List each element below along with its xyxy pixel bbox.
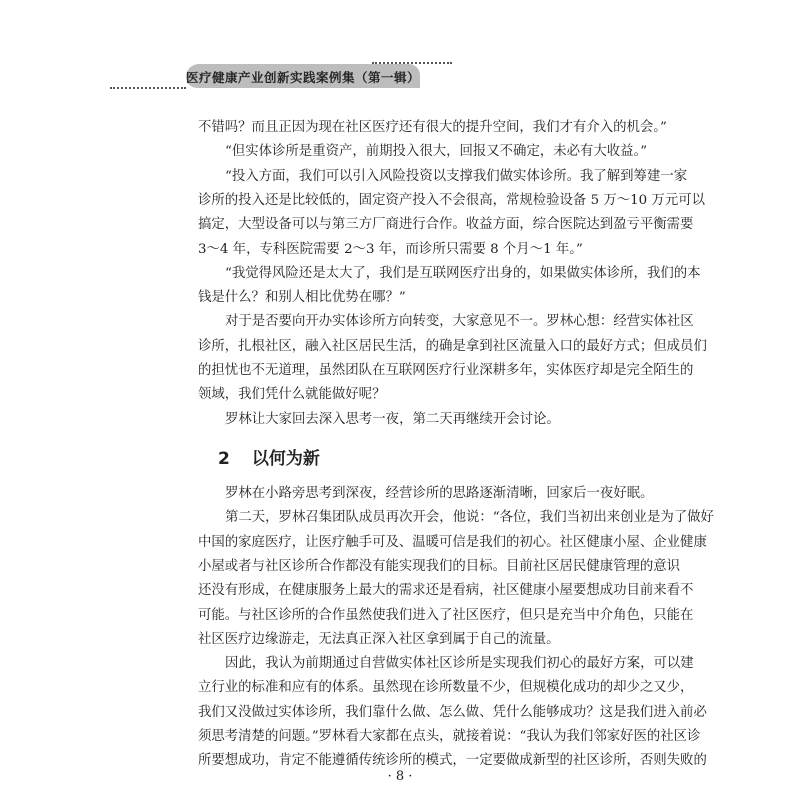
running-header-tab (186, 64, 420, 88)
text-line: 立行业的标准和应有的体系。虽然现在诊所数量不少，但规模化成功的却少之又少， (198, 680, 694, 696)
text-line: 中国的家庭医疗，让医疗触手可及、温暖可信是我们的初心。社区健康小屋、企业健康 (198, 534, 707, 550)
text-line: 诊所的投入还是比较低的，固定资产投入不会很高，常规检验设备 5 万～10 万元可以 (198, 192, 705, 208)
text-line: 钱是什么？和别人相比优势在哪？” (198, 290, 406, 306)
text-line: 须思考清楚的问题。”罗林看大家都在点头，就接着说：“我认为我们邻家好医的社区诊 (198, 729, 701, 744)
text-line: 第二天，罗林召集团队成员再次开会，他说：“各位，我们当初出来创业是为了做好 (225, 510, 714, 526)
text-line: 罗林在小路旁思考到深夜，经营诊所的思路逐渐清晰，回家后一夜好眠。 (225, 486, 654, 501)
text-line: 因此，我认为前期通过自营做实体社区诊所是实现我们初心的最好方案，可以建 (225, 656, 694, 672)
text-line: 还没有形成，在健康服务上最大的需求还是看病，社区健康小屋要想成功目前来看不 (198, 583, 694, 599)
header-dotted-line-left (110, 87, 186, 89)
section-title: 以何为新 (251, 449, 320, 469)
text-line: 社区医疗边缘游走，无法真正深入社区拿到属于自己的流量。 (198, 631, 560, 647)
text-line: 罗林让大家回去深入思考一夜，第二天再继续开会讨论。 (225, 411, 560, 427)
text-line: 搞定，大型设备可以与第三方厂商进行合作。收益方面，综合医院达到盈亏平衡需要 (198, 217, 694, 233)
text-line: 的担忧也不无道理，虽然团队在互联网医疗行业深耕多年，实体医疗却是完全陌生的 (198, 363, 694, 378)
section-heading (218, 444, 320, 469)
section-number: 2 (218, 449, 230, 469)
text-line: 对于是否要向开办实体诊所方向转变，大家意见不一。罗林心想：经营实体社区 (225, 314, 694, 330)
text-line: 可能。与社区诊所的合作虽然使我们进入了社区医疗，但只是充当中介角色，只能在 (198, 607, 694, 623)
text-line: 领域，我们凭什么就能做好呢？ (198, 387, 386, 403)
running-header-title: 医疗健康产业创新实践案例集（第一辑） (186, 70, 421, 85)
text-line: 所要想成功，肯定不能遵循传统诊所的模式，一定要做成新型的社区诊所，否则失败的 (198, 753, 707, 769)
text-line: 小屋或者与社区诊所合作都没有能实现我们的目标。目前社区居民健康管理的意识 (198, 558, 681, 574)
text-line: 我们又没做过实体诊所，我们靠什么做、怎么做、凭什么能够成功？这是我们进入前必 (198, 704, 707, 720)
text-line: “我觉得风险还是太大了，我们是互联网医疗出身的，如果做实体诊所，我们的本 (225, 265, 701, 281)
text-line: “投入方面，我们可以引入风险投资以支撑我们做实体诊所。我了解到筹建一家 (225, 168, 688, 184)
page-number: · 8 · (387, 769, 413, 784)
text-line: 不错吗？而且正因为现在社区医疗还有很大的提升空间，我们才有介入的机会。” (198, 120, 667, 135)
text-line: 诊所，扎根社区，融入社区居民生活，的确是拿到社区流量入口的最好方式；但成员们 (198, 338, 707, 354)
text-line: 3～4 年，专科医院需要 2～3 年，而诊所只需要 8 个月～1 年。” (198, 241, 583, 257)
text-line: “但实体诊所是重资产，前期投入很大，回报又不确定，未必有大收益。” (225, 144, 648, 160)
